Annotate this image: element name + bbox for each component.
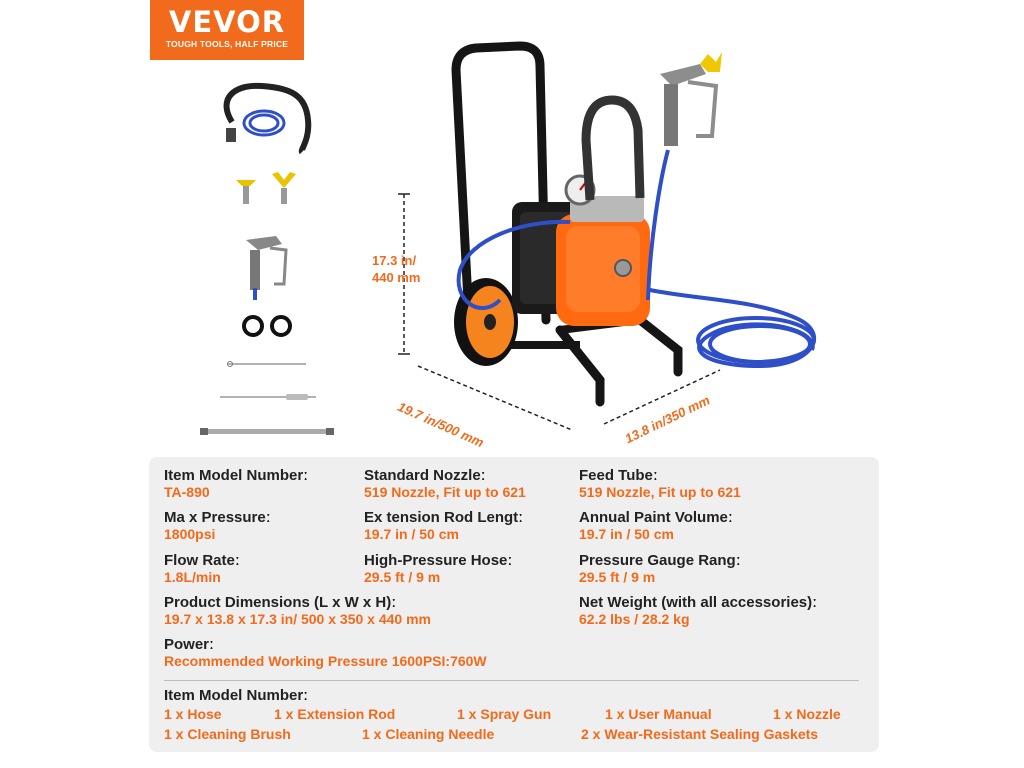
spec-key: Ma x Pressureː <box>164 509 271 526</box>
spec-key: Product Dimensions (L x W x H)ː <box>164 594 397 611</box>
spray-gun-icon <box>660 52 722 146</box>
spec-value: 29.5 ft / 9 m <box>364 569 441 585</box>
accessory-nozzle-icon <box>236 172 296 204</box>
spec-annual-paint-volume <box>579 509 733 543</box>
accessory-item: 1 x Extension Rod <box>274 706 396 722</box>
spec-product-dimensions <box>164 594 431 628</box>
spec-key: Pressure Gauge Rangː <box>579 552 741 569</box>
accessory-hose-icon <box>226 86 308 152</box>
width-dimension-label: 19.7 in/500 mm <box>395 398 487 451</box>
spec-flow-rate <box>164 552 240 586</box>
accessory-item: 1 x User Manual <box>605 706 712 722</box>
spec-value: 62.2 lbs / 28.2 kg <box>579 611 690 627</box>
spec-value: 519 Nozzle, Fit up to 621 <box>364 484 526 500</box>
pump-body <box>556 196 650 326</box>
accessory-cleaning-brush-icon <box>220 394 316 400</box>
spec-key: Ex tension Rod Lengtː <box>364 509 524 526</box>
spec-power <box>164 636 487 670</box>
height-dimension-metric: 440 mm <box>372 270 421 285</box>
spec-key: Feed Tubeː <box>579 467 658 484</box>
spec-max-pressure <box>164 509 271 543</box>
specifications-panel <box>149 457 879 752</box>
accessory-item: 2 x Wear-Resistant Sealing Gaskets <box>581 726 819 742</box>
height-dimension-label <box>372 252 420 286</box>
logo-tagline: TOUGH TOOLS, HALF PRICE <box>165 39 289 49</box>
spec-value: 29.5 ft / 9 m <box>579 569 656 585</box>
accessory-gaskets-icon <box>244 317 290 335</box>
spec-value: Recommended Working Pressure 1600PSI:760W <box>164 653 487 669</box>
spec-standard-nozzle <box>364 467 526 501</box>
spec-pressure-gauge-range <box>579 552 741 586</box>
spec-value: 1800psi <box>164 526 216 542</box>
accessory-item: 1 x Cleaning Brush <box>164 726 291 742</box>
wheel-icon <box>454 278 518 366</box>
accessory-item: 1 x Cleaning Needle <box>362 726 495 742</box>
spec-value: 19.7 in / 50 cm <box>364 526 459 542</box>
spec-key: Annual Paint Volumeː <box>579 509 733 526</box>
accessory-cleaning-needle-icon <box>228 362 307 367</box>
spec-key: Flow Rateː <box>164 552 240 569</box>
accessory-item: 1 x Hose <box>164 706 222 722</box>
spec-high-pressure-hose <box>364 552 512 586</box>
accessory-item: 1 x Nozzle <box>773 706 841 722</box>
accessory-item: 1 x Spray Gun <box>457 706 552 722</box>
spec-value: 519 Nozzle, Fit up to 621 <box>579 484 741 500</box>
spec-key: Standard Nozzleː <box>364 467 486 484</box>
spec-key: Powerː <box>164 636 215 653</box>
height-dimension-imperial: 17.3 in/ <box>372 253 417 268</box>
spec-model-number <box>164 467 308 501</box>
depth-dimension-label: 13.8 in/350 mm <box>622 392 713 447</box>
logo-brand: VEVOR <box>168 5 286 39</box>
accessory-spray-gun-icon <box>246 236 286 300</box>
section-divider <box>164 680 859 681</box>
spec-key: Net Weight (with all accessories)ː <box>579 594 818 611</box>
spec-value: 1.8L/min <box>164 569 221 585</box>
spec-feed-tube <box>579 467 741 501</box>
spec-value: 19.7 x 13.8 x 17.3 in/ 500 x 350 x 440 mm <box>164 611 431 627</box>
spec-extension-rod-length <box>364 509 523 543</box>
spec-net-weight <box>579 594 817 628</box>
accessory-extension-rod-icon <box>200 428 334 435</box>
spec-value: TA-890 <box>164 484 210 500</box>
spec-key: High-Pressure Hoseː <box>364 552 513 569</box>
spec-value: 19.7 in / 50 cm <box>579 526 674 542</box>
spec-key: Item Model Numberː <box>164 467 309 484</box>
accessories-title: Item Model Numberː <box>164 687 309 704</box>
